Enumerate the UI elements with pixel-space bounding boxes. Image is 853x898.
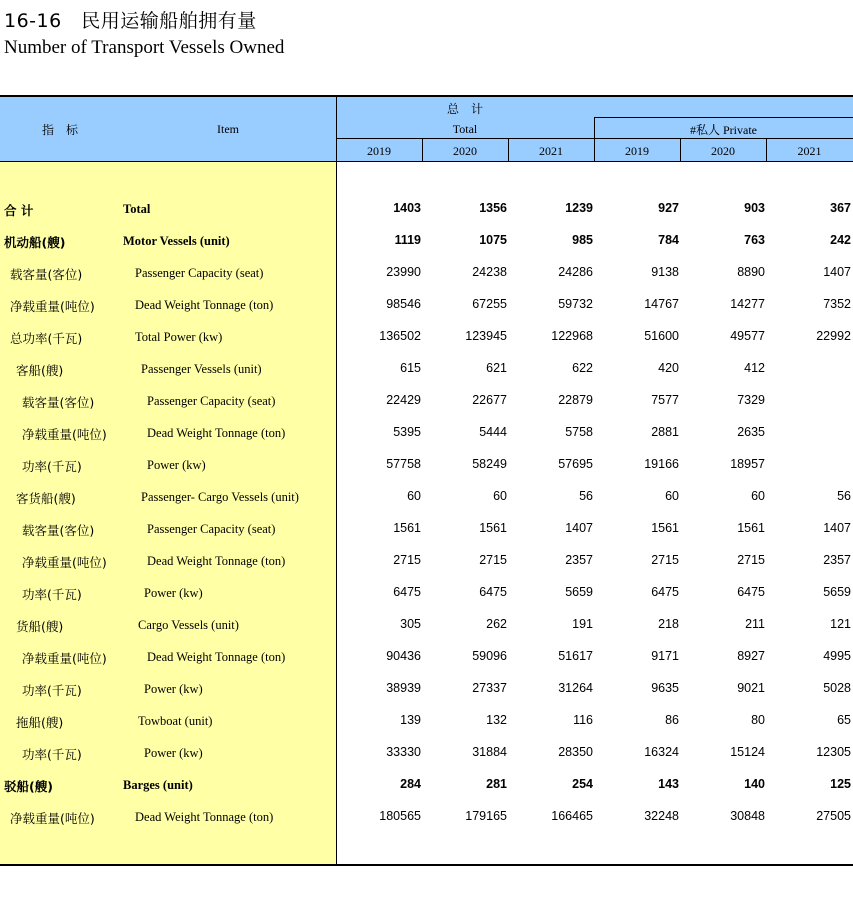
table-row	[0, 393, 853, 425]
table-cell: 5659	[823, 585, 851, 599]
table-cell: 2715	[737, 553, 765, 567]
table-cell: 9021	[737, 681, 765, 695]
header-item-en: Item	[217, 122, 239, 136]
page-title-cn: 16-16 民用运输船舶拥有量	[4, 10, 257, 32]
table-cell: 14277	[730, 297, 765, 311]
table-cell: 262	[486, 617, 507, 631]
table-cell: 1407	[565, 521, 593, 535]
row-label-en: Passenger Capacity (seat)	[147, 394, 276, 408]
row-label-en: Power (kw)	[147, 458, 206, 472]
table-cell: 218	[658, 617, 679, 631]
table-cell: 98546	[386, 297, 421, 311]
table-cell: 80	[751, 713, 765, 727]
table-cell: 59096	[472, 649, 507, 663]
table-cell: 763	[744, 233, 765, 247]
row-label-en: Total	[123, 202, 151, 216]
row-label-cn: 机动船(艘)	[4, 235, 66, 250]
table-cell: 49577	[730, 329, 765, 343]
table-cell: 15124	[730, 745, 765, 759]
table-cell: 31884	[472, 745, 507, 759]
table-cell: 67255	[472, 297, 507, 311]
table-cell: 191	[572, 617, 593, 631]
table-cell: 2635	[737, 425, 765, 439]
table-cell: 180565	[379, 809, 421, 823]
table-cell: 1356	[479, 201, 507, 215]
table-cell: 24286	[558, 265, 593, 279]
row-label-en: Dead Weight Tonnage (ton)	[147, 650, 286, 664]
table-cell: 57758	[386, 457, 421, 471]
table-row	[0, 329, 853, 361]
table-cell: 125	[830, 777, 851, 791]
table-cell: 1561	[393, 521, 421, 535]
table-cell: 18957	[730, 457, 765, 471]
table-row	[0, 649, 853, 681]
row-label-en: Dead Weight Tonnage (ton)	[147, 426, 286, 440]
table-cell: 90436	[386, 649, 421, 663]
table-cell: 60	[493, 489, 507, 503]
table-row	[0, 809, 853, 841]
table-cell: 281	[486, 777, 507, 791]
table-cell: 2881	[651, 425, 679, 439]
row-label-cn: 客货船(艘)	[16, 491, 76, 506]
table-row	[0, 489, 853, 521]
row-label-cn: 载客量(客位)	[10, 267, 83, 282]
table-cell: 59732	[558, 297, 593, 311]
table-cell: 1119	[394, 233, 421, 247]
row-label-en: Barges (unit)	[123, 778, 193, 792]
table-cell: 27505	[816, 809, 851, 823]
header-divider	[594, 117, 853, 118]
table-cell: 6475	[393, 585, 421, 599]
header-year: 2019	[367, 144, 391, 158]
table-cell: 16324	[644, 745, 679, 759]
table-cell: 9171	[651, 649, 679, 663]
table-cell: 143	[658, 777, 679, 791]
table-cell: 121	[830, 617, 851, 631]
table-cell: 784	[658, 233, 679, 247]
table-cell: 1561	[737, 521, 765, 535]
table-cell: 140	[744, 777, 765, 791]
row-label-en: Dead Weight Tonnage (ton)	[135, 810, 274, 824]
table-row	[0, 361, 853, 393]
row-label-cn: 净载重量(吨位)	[22, 651, 107, 666]
table-cell: 22879	[558, 393, 593, 407]
row-label-en: Total Power (kw)	[135, 330, 223, 344]
table-cell: 1407	[823, 521, 851, 535]
row-label-en: Power (kw)	[144, 682, 203, 696]
table-cell: 56	[579, 489, 593, 503]
table-cell: 412	[744, 361, 765, 375]
table-cell: 1561	[651, 521, 679, 535]
table-cell: 23990	[386, 265, 421, 279]
table-cell: 8927	[737, 649, 765, 663]
table-cell: 38939	[386, 681, 421, 695]
table-cell: 132	[486, 713, 507, 727]
table-cell: 903	[744, 201, 765, 215]
header-year: 2020	[711, 144, 735, 158]
table-cell: 30848	[730, 809, 765, 823]
table-cell: 51600	[644, 329, 679, 343]
page-title-en: Number of Transport Vessels Owned	[4, 37, 285, 58]
row-label-cn: 净载重量(吨位)	[22, 427, 107, 442]
header-private: #私人 Private	[690, 123, 757, 137]
table-cell: 622	[572, 361, 593, 375]
header-indicator-cn: 指 标	[41, 123, 78, 137]
table-cell: 284	[400, 777, 421, 791]
table-cell: 8890	[737, 265, 765, 279]
table-row	[0, 265, 853, 297]
row-label-en: Dead Weight Tonnage (ton)	[135, 298, 274, 312]
row-label-en: Cargo Vessels (unit)	[138, 618, 239, 632]
table-cell: 60	[751, 489, 765, 503]
table-cell: 9635	[651, 681, 679, 695]
table-cell: 12305	[816, 745, 851, 759]
table-row	[0, 745, 853, 777]
table-cell: 1403	[393, 201, 421, 215]
table-cell: 5395	[393, 425, 421, 439]
row-label-en: Passenger Capacity (seat)	[147, 522, 276, 536]
table-cell: 1407	[823, 265, 851, 279]
table-cell: 985	[572, 233, 593, 247]
row-label-cn: 净载重量(吨位)	[22, 555, 107, 570]
row-label-cn: 合 计	[4, 203, 34, 218]
bottom-rule	[0, 864, 853, 866]
row-label-cn: 功率(千瓦)	[22, 683, 82, 698]
table-cell: 123945	[465, 329, 507, 343]
row-label-en: Passenger Capacity (seat)	[135, 266, 264, 280]
table-cell: 2357	[823, 553, 851, 567]
table-cell: 86	[665, 713, 679, 727]
row-label-en: Power (kw)	[144, 586, 203, 600]
table-cell: 28350	[558, 745, 593, 759]
header-total-en: Total	[452, 122, 478, 136]
row-label-en: Towboat (unit)	[138, 714, 213, 728]
table-cell: 32248	[644, 809, 679, 823]
row-label-cn: 净载重量(吨位)	[10, 299, 95, 314]
table-row	[0, 425, 853, 457]
row-label-cn: 功率(千瓦)	[22, 587, 82, 602]
table-cell: 6475	[651, 585, 679, 599]
table-cell: 2715	[393, 553, 421, 567]
table-cell: 24238	[472, 265, 507, 279]
table-row	[0, 521, 853, 553]
table-cell: 22429	[386, 393, 421, 407]
row-label-cn: 货船(艘)	[16, 619, 64, 634]
table-cell: 7329	[737, 393, 765, 407]
table-cell: 2357	[565, 553, 593, 567]
row-label-en: Passenger- Cargo Vessels (unit)	[141, 490, 299, 504]
table-cell: 420	[658, 361, 679, 375]
table-row	[0, 713, 853, 745]
header-year: 2021	[539, 144, 563, 158]
table-cell: 31264	[558, 681, 593, 695]
table-cell: 139	[400, 713, 421, 727]
table-cell: 1239	[565, 201, 593, 215]
table-cell: 51617	[558, 649, 593, 663]
table-cell: 122968	[551, 329, 593, 343]
table-cell: 179165	[465, 809, 507, 823]
table-cell: 615	[400, 361, 421, 375]
table-cell: 6475	[737, 585, 765, 599]
table-row	[0, 297, 853, 329]
row-label-cn: 客船(艘)	[16, 363, 64, 378]
table-cell: 211	[745, 617, 765, 631]
table-row	[0, 553, 853, 585]
table-cell: 621	[486, 361, 507, 375]
row-label-cn: 驳船(艘)	[4, 779, 53, 794]
row-label-en: Motor Vessels (unit)	[123, 234, 230, 248]
table-cell: 14767	[644, 297, 679, 311]
header-total-cn: 总 计	[446, 102, 483, 116]
table-cell: 5758	[565, 425, 593, 439]
table-cell: 2715	[479, 553, 507, 567]
table-cell: 1561	[479, 521, 507, 535]
row-label-en: Passenger Vessels (unit)	[141, 362, 262, 376]
table-row	[0, 617, 853, 649]
table-cell: 242	[830, 233, 851, 247]
row-label-cn: 净载重量(吨位)	[10, 811, 95, 826]
table-cell: 4995	[823, 649, 851, 663]
table-cell: 305	[400, 617, 421, 631]
header-year: 2019	[625, 144, 649, 158]
table-row	[0, 777, 853, 809]
table-cell: 5028	[823, 681, 851, 695]
table-cell: 136502	[379, 329, 421, 343]
table-cell: 367	[830, 201, 851, 215]
row-label-cn: 总功率(千瓦)	[10, 331, 83, 346]
table-cell: 27337	[472, 681, 507, 695]
table-cell: 22677	[472, 393, 507, 407]
table-row	[0, 457, 853, 489]
table-cell: 927	[658, 201, 679, 215]
table-cell: 166465	[551, 809, 593, 823]
table-cell: 60	[665, 489, 679, 503]
table-row	[0, 681, 853, 713]
table-cell: 9138	[651, 265, 679, 279]
table-cell: 5444	[479, 425, 507, 439]
table-cell: 19166	[644, 457, 679, 471]
row-label-cn: 拖船(艘)	[16, 715, 64, 730]
table-cell: 57695	[558, 457, 593, 471]
table-cell: 56	[837, 489, 851, 503]
table-cell: 60	[407, 489, 421, 503]
table-row	[0, 201, 853, 233]
table-cell: 2715	[651, 553, 679, 567]
row-label-cn: 载客量(客位)	[22, 523, 95, 538]
row-label-cn: 功率(千瓦)	[22, 459, 82, 474]
row-label-cn: 载客量(客位)	[22, 395, 95, 410]
table-cell: 58249	[472, 457, 507, 471]
row-label-en: Dead Weight Tonnage (ton)	[147, 554, 286, 568]
row-label-en: Power (kw)	[144, 746, 203, 760]
table-cell: 33330	[386, 745, 421, 759]
table-cell: 5659	[565, 585, 593, 599]
table-cell: 1075	[479, 233, 507, 247]
table-cell: 254	[572, 777, 593, 791]
table-cell: 6475	[479, 585, 507, 599]
table-cell: 116	[573, 713, 593, 727]
header-year: 2021	[797, 144, 822, 158]
table-cell: 65	[837, 713, 851, 727]
table-cell: 7577	[651, 393, 679, 407]
table-row	[0, 233, 853, 265]
table-cell: 7352	[823, 297, 851, 311]
table-row	[0, 585, 853, 617]
header-year: 2020	[453, 144, 477, 158]
table-cell: 22992	[816, 329, 851, 343]
row-label-cn: 功率(千瓦)	[22, 747, 82, 762]
